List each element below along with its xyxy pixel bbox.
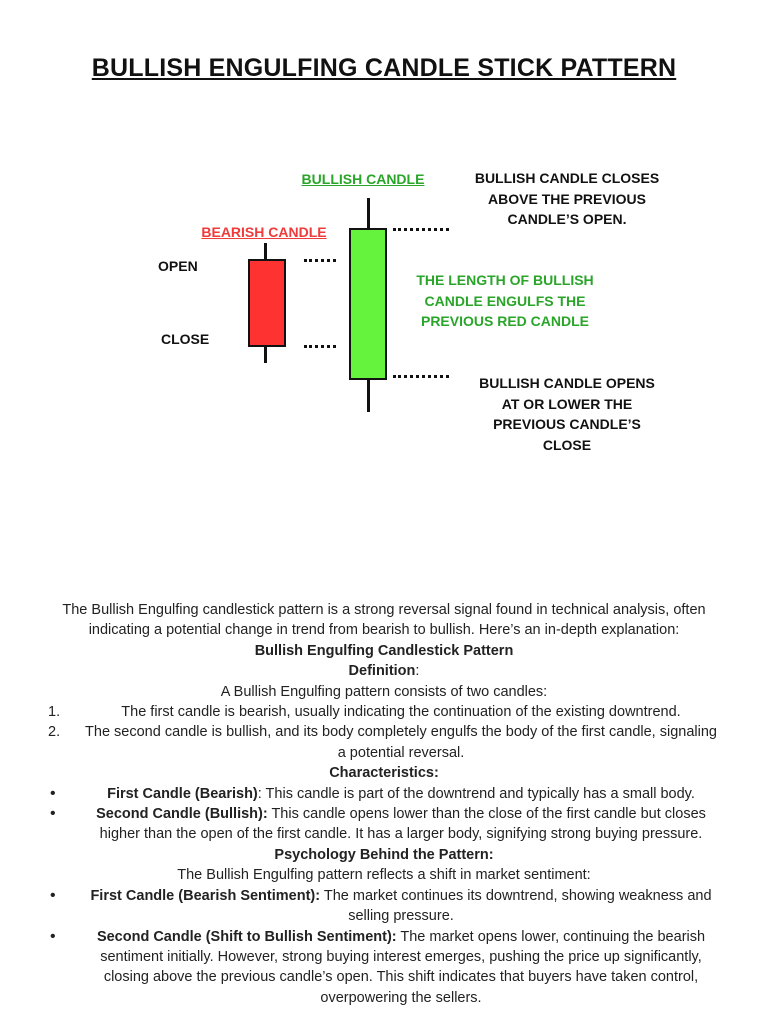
bullet-bold: First Candle (Bearish Sentiment): bbox=[90, 887, 321, 904]
bearish-candle-body bbox=[248, 259, 286, 347]
note-line: CLOSE bbox=[542, 436, 592, 453]
bullet-item bbox=[48, 927, 720, 1009]
definition-colon: : bbox=[415, 663, 420, 680]
bullet-item bbox=[48, 784, 720, 804]
close-label: CLOSE bbox=[161, 331, 210, 347]
note-opens-lower bbox=[462, 373, 672, 455]
bullet-text: This candle opens lower than the close of the first candle but closes higher than the open of the first candle. It has a larger body, signifying strong buying pressure. bbox=[99, 806, 706, 843]
note-line: CANDLE’S OPEN. bbox=[507, 211, 627, 227]
pattern-heading: Bullish Engulfing Candlestick Pattern bbox=[254, 642, 514, 659]
article-body bbox=[48, 600, 720, 1008]
item-number: 2. bbox=[48, 724, 61, 741]
bullet-icon: • bbox=[50, 784, 56, 802]
note-line: BULLISH CANDLE OPENS bbox=[479, 375, 655, 391]
bullet-text: The market opens lower, continuing the bearish sentiment initially. However, strong buying interest emerges, pushing the price up significantly, closing above the previous candle’s open. This shift indicates that buyers have taken control, overpowering the sellers. bbox=[100, 928, 706, 1006]
bullet-bold: Second Candle (Shift to Bullish Sentiment): bbox=[96, 928, 397, 945]
note-closes-above bbox=[462, 168, 672, 230]
open-label: OPEN bbox=[158, 258, 198, 274]
note-line: ABOVE THE PREVIOUS bbox=[488, 190, 646, 207]
note-engulfs bbox=[400, 270, 610, 332]
item-text: The first candle is bearish, usually indicating the continuation of the existing downtrend. bbox=[121, 704, 681, 721]
note-line: CANDLE ENGULFS THE bbox=[424, 292, 586, 309]
bullet-item bbox=[48, 886, 720, 927]
bullet-text: The market continues its downtrend, showing weakness and selling pressure. bbox=[320, 887, 712, 925]
dotted-line-bullish-open bbox=[393, 375, 449, 378]
note-line: BULLISH CANDLE CLOSES bbox=[474, 170, 660, 186]
note-line: AT OR LOWER THE bbox=[501, 395, 633, 412]
dotted-line-prev-close bbox=[304, 345, 336, 348]
item-number: 1. bbox=[48, 704, 61, 721]
bullet-icon: • bbox=[50, 886, 56, 904]
bullet-item bbox=[48, 804, 720, 845]
definition-line bbox=[48, 661, 720, 681]
page-title: BULLISH ENGULFING CANDLE STICK PATTERN bbox=[91, 54, 677, 82]
bearish-candle-label: BEARISH CANDLE bbox=[201, 224, 327, 240]
bullet-text: : This candle is part of the downtrend and typically has a small body. bbox=[257, 785, 695, 802]
dotted-line-close bbox=[393, 228, 449, 231]
definition-text: A Bullish Engulfing pattern consists of two candles: bbox=[220, 683, 548, 700]
note-line: PREVIOUS CANDLE’S bbox=[493, 416, 641, 432]
bullet-icon: • bbox=[50, 927, 56, 945]
dotted-line-open bbox=[304, 259, 336, 262]
bullish-candle-body bbox=[349, 228, 387, 380]
note-line: PREVIOUS RED CANDLE bbox=[420, 313, 590, 329]
bullet-bold: Second Candle (Bullish): bbox=[96, 806, 268, 823]
definition-label: Definition bbox=[348, 663, 416, 680]
numbered-item bbox=[48, 722, 720, 763]
numbered-item bbox=[48, 702, 720, 722]
bullet-icon: • bbox=[50, 805, 56, 823]
bullet-bold: First Candle (Bearish) bbox=[107, 785, 258, 802]
psychology-intro: The Bullish Engulfing pattern reflects a shift in market sentiment: bbox=[177, 867, 591, 884]
note-line: THE LENGTH OF BULLISH bbox=[416, 272, 594, 288]
intro-paragraph: The Bullish Engulfing candlestick pattern is a strong reversal signal found in technical analysis, often indicating a potential change in trend from bearish to bullish. Here’s an in-depth explanation: bbox=[62, 602, 706, 639]
characteristics-heading: Characteristics: bbox=[329, 765, 439, 782]
bullish-candle-label: BULLISH CANDLE bbox=[301, 171, 425, 187]
psychology-heading: Psychology Behind the Pattern: bbox=[274, 846, 494, 863]
item-text: The second candle is bullish, and its body completely engulfs the body of the first candle, signaling a potential reversal. bbox=[85, 724, 717, 761]
